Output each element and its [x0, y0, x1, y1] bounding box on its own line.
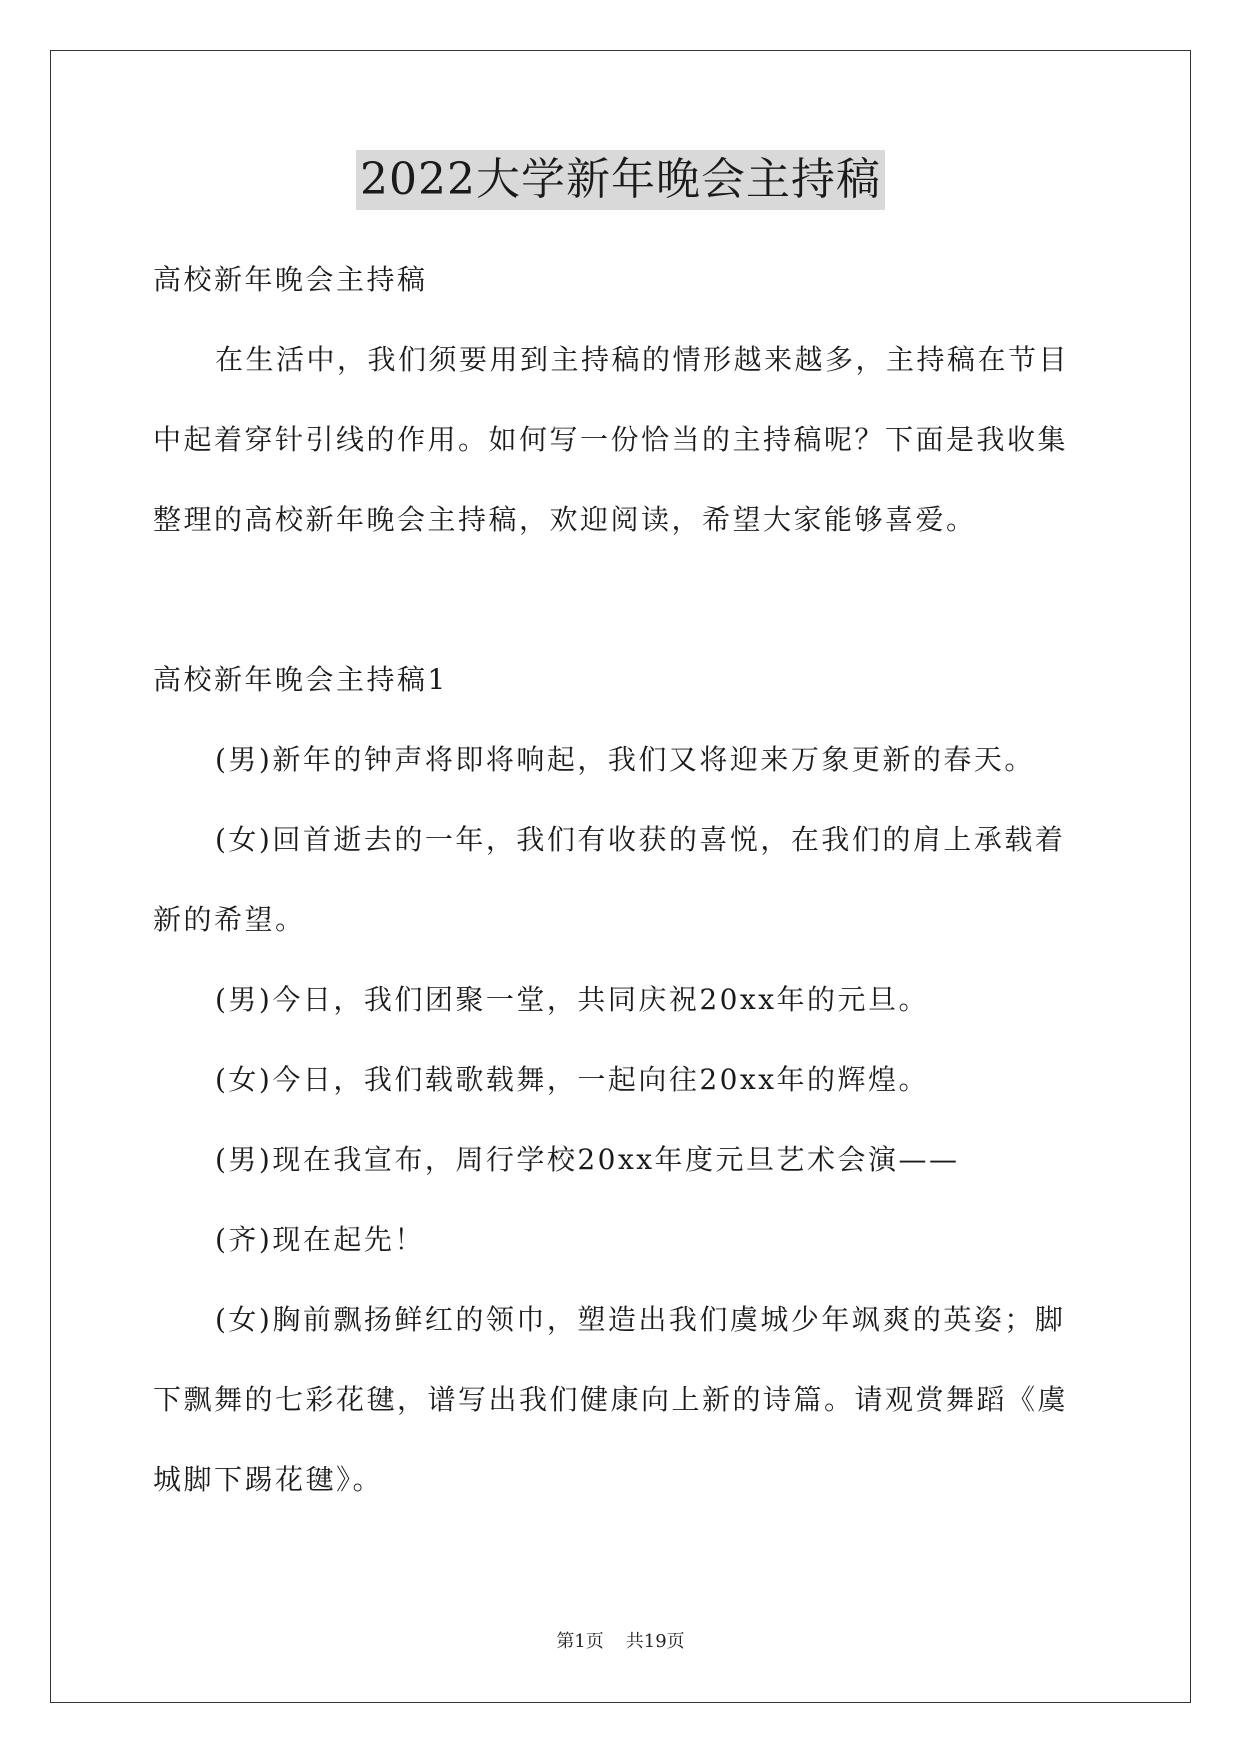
- paragraph-line: (女)回首逝去的一年，我们有收获的喜悦，在我们的肩上承载着: [215, 823, 1066, 856]
- section-heading: 高校新年晚会主持稿1: [153, 663, 448, 696]
- paragraph-line: 在生活中，我们须要用到主持稿的情形越来越多，主持稿在节目: [215, 343, 1070, 376]
- blank-line: [153, 560, 1093, 640]
- paragraph-line: 中起着穿针引线的作用。如何写一份恰当的主持稿呢？下面是我收集: [153, 423, 1069, 456]
- paragraph-line: (男)现在我宣布，周行学校20xx年度元旦艺术会演——: [215, 1143, 960, 1176]
- paragraph-line: 新的希望。: [153, 903, 306, 936]
- section-heading: 高校新年晚会主持稿: [153, 263, 428, 296]
- document-title: 2022大学新年晚会主持稿: [356, 150, 885, 210]
- title-container: [0, 150, 1241, 210]
- paragraph-line: (男)新年的钟声将即将响起，我们又将迎来万象更新的春天。: [215, 743, 1035, 776]
- paragraph-line: (女)胸前飘扬鲜红的领巾，塑造出我们虞城少年飒爽的英姿；脚: [215, 1303, 1066, 1336]
- page-total: 共19页: [625, 1631, 685, 1652]
- page-footer: [0, 1630, 1241, 1654]
- paragraph-line: 城脚下踢花毽》。: [153, 1463, 384, 1496]
- paragraph-line: 下飘舞的七彩花毽，谱写出我们健康向上新的诗篇。请观赏舞蹈《虞: [153, 1383, 1069, 1416]
- paragraph-line: (齐)现在起先！: [215, 1223, 425, 1256]
- document-body: [153, 240, 1093, 1520]
- paragraph-line: (女)今日，我们载歌载舞，一起向往20xx年的辉煌。: [215, 1063, 930, 1096]
- page-number: 第1页: [556, 1631, 604, 1652]
- paragraph-line: (男)今日，我们团聚一堂，共同庆祝20xx年的元旦。: [215, 983, 930, 1016]
- paragraph-line: 整理的高校新年晚会主持稿，欢迎阅读，希望大家能够喜爱。: [153, 503, 977, 536]
